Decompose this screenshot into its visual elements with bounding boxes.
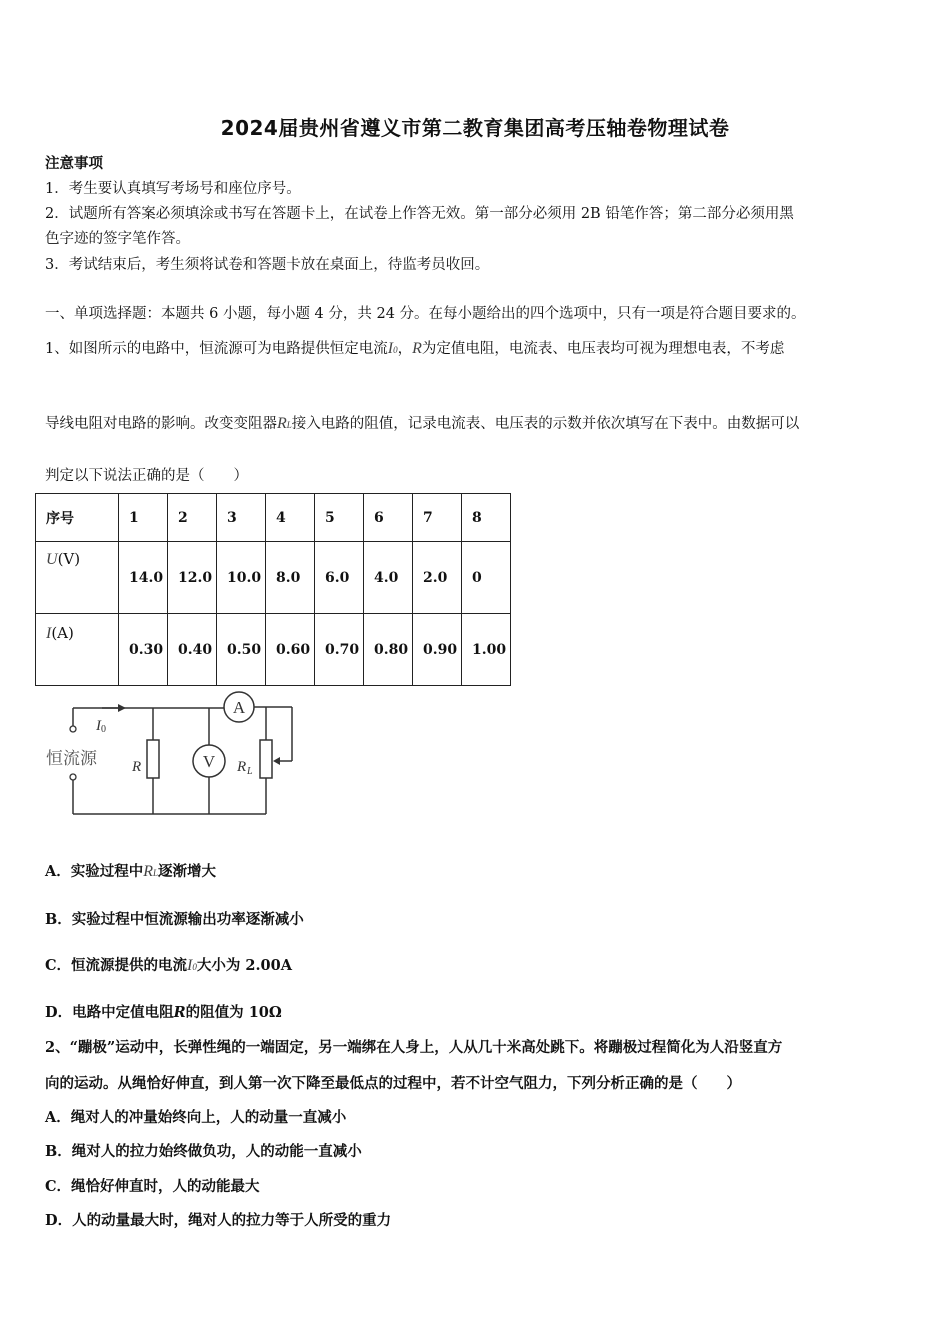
q1-option-a [45, 860, 216, 881]
table-row-label-i [36, 614, 119, 686]
notice-item-3: 3．考试结束后，考生须将试卷和答题卡放在桌面上，待监考员收回。 [45, 257, 490, 273]
q2-line-2: 向的运动。从绳恰好伸直，到人第一次下降至最低点的过程中，若不计空气阻力，下列分析正确的是（ ） [45, 1075, 741, 1092]
terminal-top [70, 726, 76, 732]
table-cell: 0.80 [364, 614, 413, 686]
q1-option-d [45, 1001, 282, 1022]
table-row-label-u [36, 542, 119, 614]
q1-data-table [35, 493, 511, 686]
table-cell: 0.90 [413, 614, 462, 686]
table-cell: 6 [364, 494, 413, 542]
q1-symbol-i0-main: I [387, 340, 394, 357]
current-label-sub: 0 [101, 724, 106, 735]
q1-text-b: 为定值电阻，电流表、电压表均可视为理想电表，不考虑 [421, 341, 785, 357]
q1-symbol-rl-main: R [277, 415, 287, 432]
u-symbol: U [46, 551, 58, 568]
q1-text-d: 接入电路的阻值，记录电流表、电压表的示数并依次填写在下表中。由数据可以 [291, 416, 800, 432]
q2-line-1: 2、“蹦极”运动中，长弹性绳的一端固定，另一端绑在人身上，人从几十米高处跳下。将蹦极过程简化为人沿竖直方 [45, 1039, 783, 1056]
circuit-diagram [40, 688, 310, 823]
q1-symbol-rl [277, 415, 292, 432]
q2-option-c: C．绳恰好伸直时，人的动能最大 [45, 1178, 260, 1195]
q1-option-c-symbol [187, 957, 197, 974]
table-cell: 12.0 [168, 542, 217, 614]
table-cell: 14.0 [119, 542, 168, 614]
table-cell: 0.70 [315, 614, 364, 686]
q1-option-a-text: A．实验过程中 [45, 863, 144, 880]
table-row-voltage [36, 542, 511, 614]
current-arrow-icon [118, 704, 126, 712]
q1-option-c [45, 954, 292, 975]
q1-option-a-sym-main: R [143, 863, 154, 880]
table-cell: 10.0 [217, 542, 266, 614]
notice-item-2-cont: 色字迹的签字笔作答。 [45, 231, 190, 247]
q1-option-a-text-2: 逐渐增大 [158, 863, 217, 880]
q1-symbol-i0-sub: 0 [393, 345, 398, 355]
q1-option-a-sym-sub: L [153, 868, 159, 878]
table-cell: 1.00 [462, 614, 511, 686]
u-unit: (V) [57, 550, 81, 568]
table-cell: 2 [168, 494, 217, 542]
q2-option-b: B．绳对人的拉力始终做负功，人的动能一直减小 [45, 1143, 362, 1160]
rheostat-label-sub: L [247, 766, 253, 777]
table-cell: 6.0 [315, 542, 364, 614]
q1-option-d-symbol: R [173, 1004, 186, 1021]
table-row-header [36, 494, 511, 542]
q1-line-3: 判定以下说法正确的是（ ） [45, 468, 248, 484]
slider-arrow-icon [273, 757, 280, 765]
table-cell: 1 [119, 494, 168, 542]
table-cell: 序号 [36, 494, 119, 542]
terminal-bottom [70, 774, 76, 780]
page-title: 2024届贵州省遵义市第二教育集团高考压轴卷物理试卷 [220, 116, 730, 140]
i-unit: (A) [51, 624, 74, 642]
q1-text-c: 导线电阻对电路的影响。改变变阻器 [45, 416, 277, 432]
q1-option-a-symbol [143, 863, 158, 880]
notice-item-1: 1．考生要认真填写考场号和座位序号。 [45, 181, 301, 197]
table-cell: 0.30 [119, 614, 168, 686]
table-cell: 2.0 [413, 542, 462, 614]
section-heading: 一、单项选择题：本题共 6 小题，每小题 4 分，共 24 分。在每小题给出的四个选项中，只有一项是符合题目要求的。 [45, 306, 806, 322]
notice-heading: 注意事项 [45, 155, 103, 172]
q1-text-a: 1、如图所示的电路中，恒流源可为电路提供恒定电流 [45, 341, 388, 357]
q1-option-c-text-2: 大小为 2.00A [196, 957, 292, 974]
table-cell: 0.60 [266, 614, 315, 686]
q1-option-d-text-2: 的阻值为 10Ω [185, 1004, 282, 1021]
table-cell: 3 [217, 494, 266, 542]
table-cell: 0.40 [168, 614, 217, 686]
q1-option-d-text: D．电路中定值电阻 [45, 1004, 174, 1021]
table-cell: 4 [266, 494, 315, 542]
q1-symbol-i0 [388, 340, 398, 357]
table-cell: 5 [315, 494, 364, 542]
q1-option-c-text: C．恒流源提供的电流 [45, 957, 188, 974]
notice-item-2: 2．试题所有答案必须填涂或书写在答题卡上，在试卷上作答无效。第一部分必须用 2B 铅笔作答；第二部分必须用黑 [45, 206, 794, 222]
q1-option-b: B．实验过程中恒流源输出功率逐渐减小 [45, 911, 304, 928]
q1-comma: ， [397, 341, 413, 357]
q1-option-c-sym-sub: 0 [192, 962, 197, 972]
q1-line-2 [45, 412, 799, 433]
q1-symbol-r: R [412, 340, 422, 357]
rheostat-label: R [237, 759, 247, 775]
table-cell: 0.50 [217, 614, 266, 686]
source-label: 恒流源 [46, 749, 97, 768]
voltmeter-label: V [202, 752, 216, 771]
table-cell: 8 [462, 494, 511, 542]
q2-option-a: A．绳对人的冲量始终向上，人的动量一直减小 [45, 1109, 347, 1126]
q2-option-d: D．人的动量最大时，绳对人的拉力等于人所受的重力 [45, 1212, 392, 1229]
table-row-current [36, 614, 511, 686]
table-cell: 4.0 [364, 542, 413, 614]
current-label: I [96, 718, 101, 734]
resistor-label: R [132, 759, 142, 775]
q1-option-c-sym-main: I [187, 957, 193, 974]
i-symbol: I [46, 625, 52, 642]
table-cell: 7 [413, 494, 462, 542]
table-cell: 0 [462, 542, 511, 614]
q1-symbol-rl-sub: L [286, 420, 292, 430]
table-cell: 8.0 [266, 542, 315, 614]
rheostat-rl [260, 740, 272, 778]
resistor-r [147, 740, 159, 778]
q1-line-1 [45, 337, 784, 358]
ammeter-label: A [232, 698, 246, 717]
